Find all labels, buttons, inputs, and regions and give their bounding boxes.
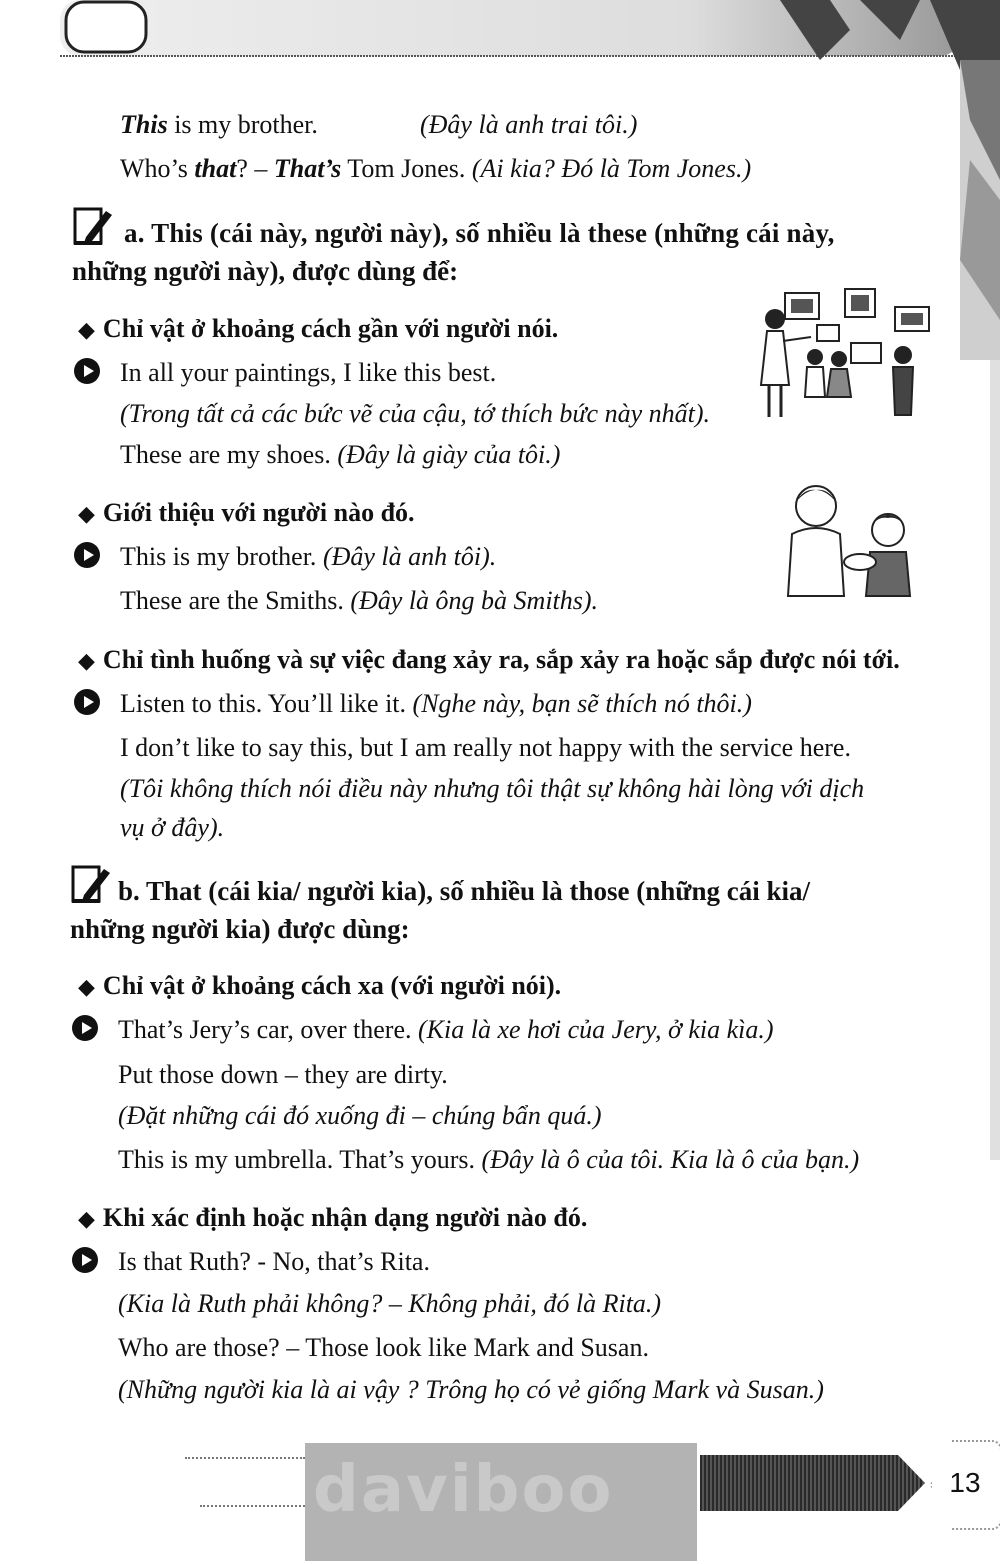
- diamond-icon: ◆: [78, 974, 95, 999]
- example-line: Put those down – they are dirty.: [118, 1060, 448, 1089]
- bullet-heading: ◆ Chỉ vật ở khoảng cách xa (với người nói).: [78, 969, 561, 1004]
- section-b-heading-line2: những người kia) được dùng:: [70, 914, 410, 944]
- intro-translation: (Ai kia? Đó là Tom Jones.): [471, 154, 752, 183]
- page-header-decoration: [0, 0, 1000, 70]
- footer-bar: [700, 1455, 925, 1511]
- section-a-heading: [72, 214, 934, 290]
- example-translation: (Những người kia là ai vậy ? Trông họ có vẻ giống Mark và Susan.): [118, 1375, 824, 1404]
- diamond-icon: ◆: [78, 317, 95, 342]
- intro-pre: Who’s: [120, 154, 195, 183]
- footer-dotted-rule: [185, 1457, 305, 1459]
- introduction-illustration: [778, 478, 928, 600]
- example-line: I don’t like to say this, but I am really not happy with the service here.: [120, 733, 851, 762]
- intro-line-1: [120, 108, 638, 142]
- play-icon: [74, 542, 100, 568]
- paintings-illustration: [755, 285, 935, 425]
- intro-keyword: that: [194, 154, 237, 183]
- intro-translation: (Đây là anh trai tôi.): [420, 110, 638, 139]
- example-translation: vụ ở đây).: [120, 813, 225, 842]
- intro-mid: ? –: [236, 154, 274, 183]
- example-line: This is my brother. (Đây là anh tôi).: [120, 542, 497, 571]
- page-number: 13: [949, 1467, 981, 1498]
- example-translation: (Đặt những cái đó xuống đi – chúng bẩn quá.): [118, 1101, 602, 1130]
- section-a-heading-line2: những người này), được dùng để:: [72, 256, 459, 286]
- intro-text: is my brother.: [167, 110, 318, 139]
- example-line: Who are those? – Those look like Mark and Susan.: [118, 1333, 649, 1362]
- right-edge-decoration: [960, 60, 1000, 1160]
- diamond-icon: ◆: [78, 1206, 95, 1231]
- example-line: Is that Ruth? - No, that’s Rita.: [118, 1247, 430, 1276]
- example-translation: (Kia là Ruth phải không? – Không phải, đó là Rita.): [118, 1289, 662, 1318]
- intro-keyword: That’s: [273, 154, 342, 183]
- footer-dotted-rule: [200, 1505, 305, 1507]
- intro-keyword: This: [120, 110, 168, 139]
- example-line: This is my umbrella. That’s yours. (Đây là ô của tôi. Kia là ô của bạn.): [118, 1145, 860, 1174]
- section-a-heading-line1: a. This (cái này, người này), số nhiều là these (những cái này,: [124, 218, 835, 248]
- play-icon: [72, 1247, 98, 1273]
- diamond-icon: ◆: [78, 648, 95, 673]
- example-line: That’s Jery’s car, over there. (Kia là xe hơi của Jery, ở kia kìa.): [118, 1015, 774, 1044]
- intro-line-2: [120, 152, 751, 186]
- intro-text: Tom Jones.: [341, 154, 472, 183]
- watermark: daviboo: [305, 1443, 697, 1561]
- bullet-heading: ◆ Giới thiệu với người nào đó.: [78, 496, 415, 531]
- bullet-heading: ◆ Chỉ tình huống và sự việc đang xảy ra, sắp xảy ra hoặc sắp được nói tới.: [78, 643, 900, 678]
- bullet-heading: ◆ Khi xác định hoặc nhận dạng người nào đó.: [78, 1201, 587, 1236]
- section-b-heading: [70, 872, 934, 948]
- section-b-heading-line1: b. That (cái kia/ người kia), số nhiều là those (những cái kia/: [118, 876, 811, 906]
- diamond-icon: ◆: [78, 501, 95, 526]
- example-translation: (Trong tất cả các bức vẽ của cậu, tớ thích bức này nhất).: [120, 399, 711, 428]
- bullet-heading: ◆ Chỉ vật ở khoảng cách gần với người nói.: [78, 312, 558, 347]
- play-icon: [74, 689, 100, 715]
- example-line: These are the Smiths. (Đây là ông bà Smiths).: [120, 586, 599, 615]
- example-line: These are my shoes. (Đây là giày của tôi.): [120, 440, 561, 469]
- example-line: Listen to this. You’ll like it. (Nghe này, bạn sẽ thích nó thôi.): [120, 689, 752, 718]
- play-icon: [72, 1015, 98, 1041]
- play-icon: [74, 358, 100, 384]
- example-line: In all your paintings, I like this best.: [120, 358, 497, 387]
- example-translation: (Tôi không thích nói điều này nhưng tôi thật sự không hài lòng với dịch: [120, 774, 865, 803]
